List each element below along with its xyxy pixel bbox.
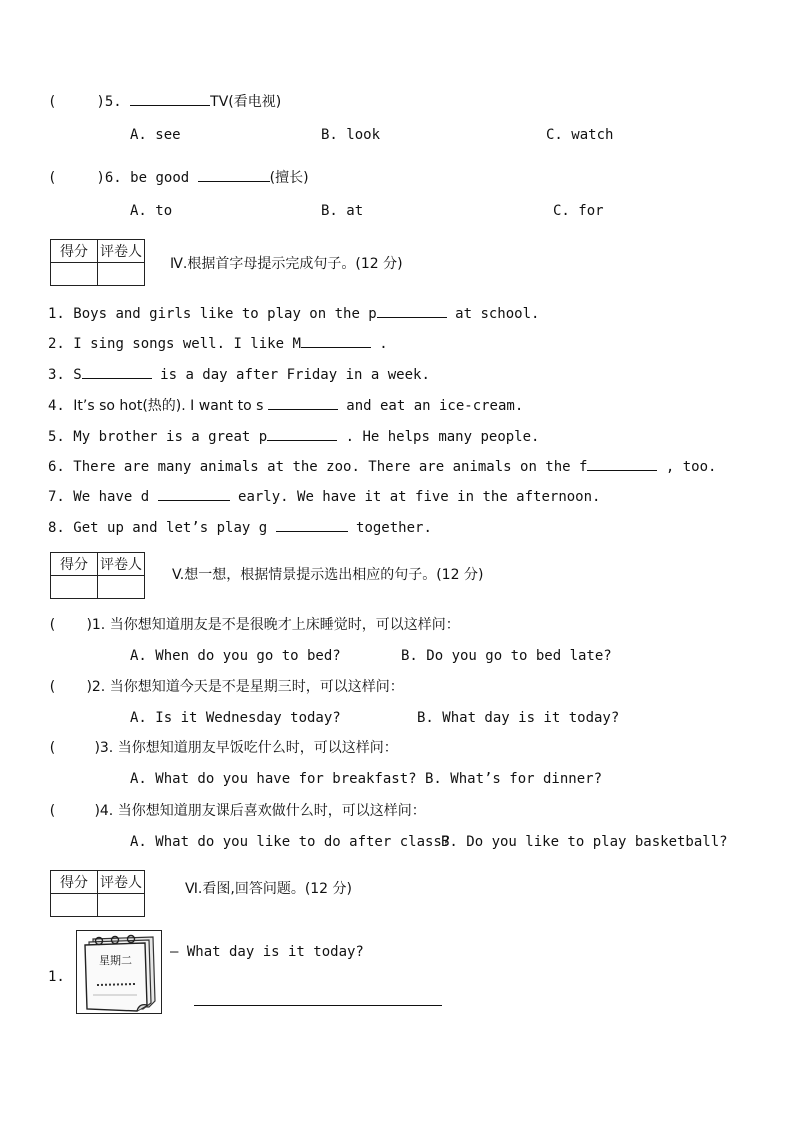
section-4-title: Ⅳ.根据首字母提示完成句子。(12 分) bbox=[170, 256, 403, 272]
option-b: B. Do you like to play basketball? bbox=[441, 834, 728, 850]
fill-item-4 bbox=[48, 395, 523, 415]
option-b: B. Do you go to bed late? bbox=[401, 648, 612, 664]
score-cell[interactable] bbox=[51, 576, 98, 599]
option-a: A. When do you go to bed? bbox=[130, 648, 341, 664]
fill-item-6 bbox=[48, 456, 716, 476]
question-number: 6. bbox=[104, 170, 122, 186]
situation-question-2 bbox=[48, 678, 404, 696]
fill-item-8 bbox=[48, 517, 432, 537]
option-b: B. What day is it today? bbox=[417, 710, 620, 726]
score-box bbox=[50, 239, 145, 286]
grader-cell[interactable] bbox=[98, 894, 145, 917]
score-label: 得分 bbox=[51, 240, 98, 263]
question-text: (擅长) bbox=[269, 170, 309, 186]
answer-blank[interactable] bbox=[377, 303, 447, 318]
grader-label: 评卷人 bbox=[98, 240, 145, 263]
situation-text: )3. 当你想知道朋友早饭吃什么时，可以这样问： bbox=[94, 740, 398, 756]
item-text: It’s so hot(热的). I want to s bbox=[73, 398, 268, 414]
item-text-after: early. We have it at five in the afternoon. bbox=[229, 489, 601, 505]
item-text-after: at school. bbox=[446, 306, 540, 322]
answer-blank[interactable] bbox=[267, 426, 337, 441]
situation-text: )1. 当你想知道朋友是不是很晚才上床睡觉时，可以这样问： bbox=[86, 617, 460, 633]
option-a: A. What do you like to do after class? bbox=[130, 834, 451, 850]
item-text-after: together. bbox=[347, 520, 432, 536]
answer-paren-open: ( bbox=[48, 94, 57, 110]
score-box bbox=[50, 552, 145, 599]
item-text-after: , too. bbox=[657, 459, 717, 475]
grader-label: 评卷人 bbox=[98, 553, 145, 576]
item-text-after: and eat an ice-cream. bbox=[337, 398, 524, 414]
question-number: 5. bbox=[104, 94, 122, 110]
item-number: 6. bbox=[48, 459, 65, 475]
item-text: We have d bbox=[73, 489, 158, 505]
option-b: B. look bbox=[321, 127, 381, 143]
answer-paren-open: ( bbox=[48, 679, 57, 695]
score-cell[interactable] bbox=[51, 894, 98, 917]
section-5-title: V.想一想，根据情景提示选出相应的句子。(12 分) bbox=[172, 567, 484, 583]
option-a: A. to bbox=[130, 203, 173, 219]
item-number: 5. bbox=[48, 429, 65, 445]
answer-blank[interactable] bbox=[587, 456, 657, 471]
option-a: A. see bbox=[130, 127, 181, 143]
item-text: My brother is a great p bbox=[73, 429, 268, 445]
item-number: 3. bbox=[48, 367, 65, 383]
score-label: 得分 bbox=[51, 553, 98, 576]
item-number: 1. bbox=[48, 306, 65, 322]
item-text: Get up and let’s play g bbox=[73, 520, 276, 536]
situation-question-3 bbox=[48, 739, 398, 757]
fill-item-2 bbox=[48, 333, 388, 353]
answer-blank[interactable] bbox=[198, 167, 270, 182]
item-text-after: . bbox=[370, 336, 388, 352]
situation-text: )2. 当你想知道今天是不是星期三时，可以这样问： bbox=[86, 679, 404, 695]
fill-item-3 bbox=[48, 364, 430, 384]
option-a: A. Is it Wednesday today? bbox=[130, 710, 341, 726]
item-number: 8. bbox=[48, 520, 65, 536]
option-c: C. for bbox=[553, 203, 604, 219]
picture-question-number: 1. bbox=[48, 969, 65, 985]
answer-paren-open: ( bbox=[48, 803, 57, 819]
question-text: TV(看电视) bbox=[210, 94, 282, 110]
item-number: 4. bbox=[48, 398, 65, 414]
item-text: There are many animals at the zoo. There are animals on the f bbox=[73, 459, 588, 475]
answer-paren-close: ) bbox=[96, 94, 105, 110]
item-text-after: . He helps many people. bbox=[337, 429, 540, 445]
answer-paren-close: ) bbox=[96, 170, 105, 186]
option-b: B. What’s for dinner? bbox=[425, 771, 603, 787]
fill-item-7 bbox=[48, 486, 600, 506]
answer-blank[interactable] bbox=[82, 364, 152, 379]
answer-paren-open: ( bbox=[48, 740, 57, 756]
score-label: 得分 bbox=[51, 871, 98, 894]
fill-item-1 bbox=[48, 303, 539, 323]
option-b: B. at bbox=[321, 203, 364, 219]
answer-blank[interactable] bbox=[268, 395, 338, 410]
situation-question-4 bbox=[48, 802, 426, 820]
answer-blank[interactable] bbox=[301, 333, 371, 348]
answer-paren-open: ( bbox=[48, 617, 57, 633]
calendar-icon bbox=[77, 931, 161, 1013]
question-6 bbox=[48, 167, 309, 187]
situation-question-1 bbox=[48, 616, 460, 634]
grader-cell[interactable] bbox=[98, 576, 145, 599]
situation-text: )4. 当你想知道朋友课后喜欢做什么时，可以这样问： bbox=[94, 803, 426, 819]
answer-paren-open: ( bbox=[48, 170, 57, 186]
item-text: I sing songs well. I like M bbox=[73, 336, 301, 352]
grader-cell[interactable] bbox=[98, 263, 145, 286]
score-cell[interactable] bbox=[51, 263, 98, 286]
option-c: C. watch bbox=[546, 127, 614, 143]
score-box bbox=[50, 870, 145, 917]
grader-label: 评卷人 bbox=[98, 871, 145, 894]
fill-item-5 bbox=[48, 426, 539, 446]
item-text: Boys and girls like to play on the p bbox=[73, 306, 377, 322]
question-text-before: be good bbox=[130, 170, 190, 186]
calendar-day-label: 星期二 bbox=[99, 954, 132, 967]
item-number: 7. bbox=[48, 489, 65, 505]
item-text: S bbox=[73, 367, 82, 383]
item-text-after: is a day after Friday in a week. bbox=[151, 367, 430, 383]
question-5 bbox=[48, 91, 281, 111]
option-a: A. What do you have for breakfast? bbox=[130, 771, 417, 787]
answer-blank[interactable] bbox=[276, 517, 348, 532]
picture-question-text: — What day is it today? bbox=[170, 944, 364, 960]
item-number: 2. bbox=[48, 336, 65, 352]
answer-blank[interactable] bbox=[158, 486, 230, 501]
section-6-title: Ⅵ.看图,回答问题。(12 分) bbox=[185, 881, 353, 897]
calendar-picture bbox=[76, 930, 162, 1014]
answer-line[interactable] bbox=[194, 1005, 442, 1006]
answer-blank[interactable] bbox=[130, 91, 210, 106]
